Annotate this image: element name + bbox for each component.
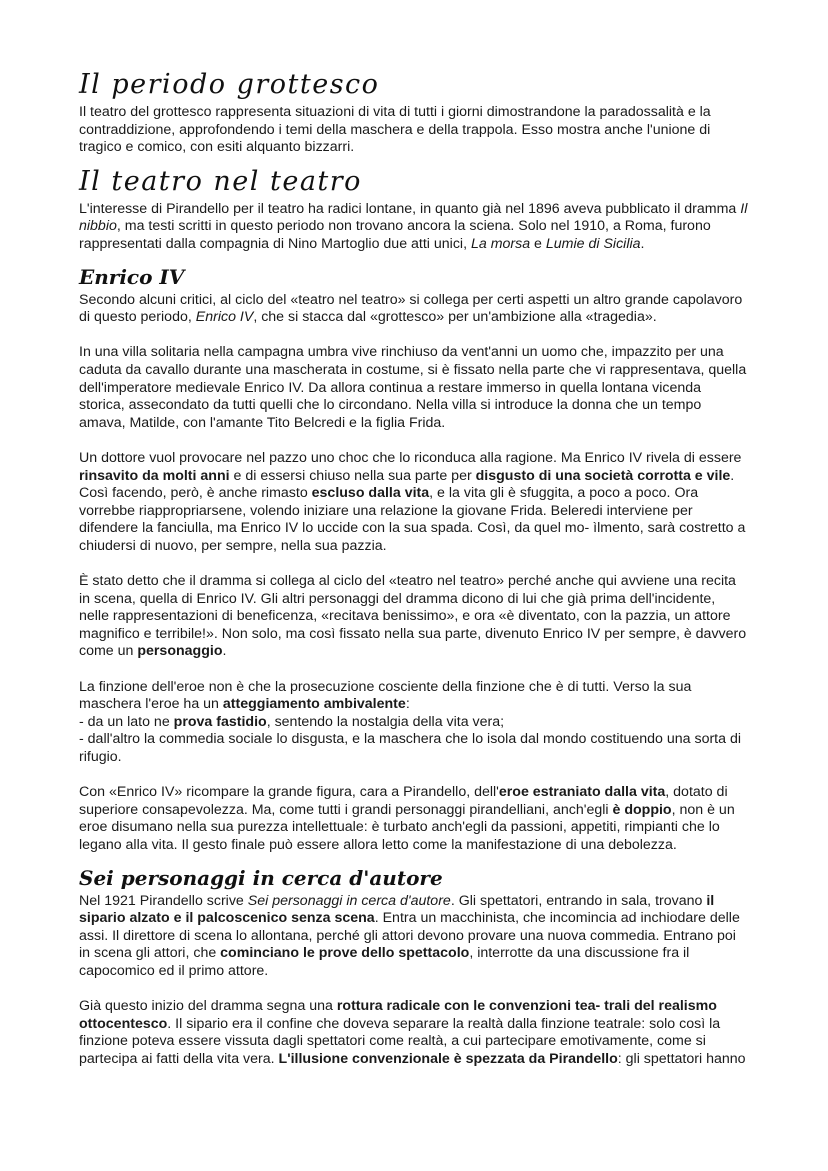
heading-periodo-grottesco: Il periodo grottesco xyxy=(79,69,380,100)
paragraph-sei-2: Già questo inizio del dramma segna una rottura radicale con le convenzioni tea- trali del realismo ottocentesco. Il sipario era il confine che doveva separare la realtà dalla finzione teatrale: solo così la finzione poteva essere vissuta dagli spettatori come realtà, a cui partecipare emotivamente, come si partecipa ai fatti della vita vera. L'illusione convenzionale è spezzata da Pirandello: gli spettatori hanno xyxy=(79,998,746,1067)
text-column xyxy=(79,66,749,1069)
paragraph-grottesco: Il teatro del grottesco rappresenta situazioni di vita di tutti i giorni dimostrandone la paradossalità e la contraddizione, approfondendo i temi della maschera e della trappola. Esso mostra anche l'unione di tragico e comico, con esiti alquanto bizzarri. xyxy=(79,104,711,156)
heading-teatro-nel-teatro: Il teatro nel teatro xyxy=(79,165,362,197)
paragraph-enrico-3: Un dottore vuol provocare nel pazzo uno choc che lo riconduca alla ragione. Ma Enrico IV rivela di essere rinsavito da molti anni e di essersi chiuso nella sua parte per disgusto di una società corrotta e vile. Così facendo, però, è anche rimasto escluso dalla vita, e la vita gli è sfuggita, a poco a poco. Ora vorrebbe riappropriarsene, volendo iniziare una relazione la giovane Frida. Beleredi interviene per difendere la fanciulla, ma Enrico IV lo uccide con la sua spada. Così, da quel mo- ìlmento, sarà costretto a chiudersi di nuovo, per sempre, nella sua pazzia. xyxy=(79,449,746,554)
paragraph-enrico-6: Con «Enrico IV» ricompare la grande figura, cara a Pirandello, dell'eroe estraniato dalla vita, dotato di superiore consapevolezza. Ma, come tutti i grandi personaggi pirandelliani, anch'egli è doppio, non è un eroe disumano nella sua purezza intellettuale: è turbato anch'egli da passioni, appetiti, rimpianti che lo legano alla vita. Il gesto finale può essere allora letto come la manifestazione di una debolezza. xyxy=(79,784,735,853)
heading-sei-personaggi: Sei personaggi in cerca d'autore xyxy=(79,865,443,890)
list-item-fastidio: - da un lato ne prova fastidio, sentendo la nostalgia della vita vera; xyxy=(79,713,505,730)
list-item-rifugio: - dall'altro la commedia sociale lo disgusta, e la maschera che lo isola dal mondo costituendo una sorta di rifugio. xyxy=(79,731,741,765)
paragraph-enrico-4: È stato detto che il dramma si collega al ciclo del «teatro nel teatro» perché anche qui avviene una recita in scena, quella di Enrico IV. Gli altri personaggi del dramma dicono di lui che già prima dell'incidente, nelle rappresentazioni di beneficenza, «recitava benissimo», e ora «è diventato, con la pazzia, un attore magnifico e terribile!». Non solo, ma così fissato nella sua parte, divenuto Enrico IV per sempre, è davvero come un personaggio. xyxy=(79,573,747,660)
paragraph-enrico-1: Secondo alcuni critici, al ciclo del «teatro nel teatro» si collega per certi aspetti un altro grande capolavoro di questo periodo, Enrico IV, che si stacca dal «grottesco» per un'ambizione alla «tragedia». xyxy=(79,291,743,326)
paragraph-sei-1: Nel 1921 Pirandello scrive Sei personaggi in cerca d'autore. Gli spettatori, entrando in sala, trovano il sipario alzato e il palcoscenico senza scena. Entra un macchinista, che incomincia ad inchiodare delle assi. Il direttore di scena lo allontana, perché gli attori devono provare una nuova commedia. Entrano poi in scena gli attori, che cominciano le prove dello spettacolo, interrotte da una discussione fra il capocomico ed il primo attore. xyxy=(79,892,740,979)
paragraph-enrico-2: In una villa solitaria nella campagna umbra vive rinchiuso da vent'anni un uomo che, impazzito per una caduta da cavallo durante una mascherata in costume, si è fissato nella parte che vi rappresentava, quella dell'imperatore medievale Enrico IV. Da allora continua a restare immerso in quella lontana vicenda storica, assecondato da tutti quelli che lo circondano. Nella villa si introduce la donna che un tempo amava, Matilde, con l'amante Tito Belcredi e la figlia Frida. xyxy=(79,344,747,431)
heading-enrico-iv: Enrico IV xyxy=(79,264,185,289)
paragraph-teatro: L'interesse di Pirandello per il teatro ha radici lontane, in quanto già nel 1896 aveva pubblicato il dramma Il nibbio, ma testi scritti in questo periodo non trovano ancora la sciena. Solo nel 1910, a Roma, furono rappresentati dalla compagnia di Nino Martoglio due atti unici, La morsa e Lumie di Sicilia. xyxy=(79,200,748,252)
paragraph-enrico-5: La finzione dell'eroe non è che la prosecuzione cosciente della finzione che è di tutti. Verso la sua maschera l'eroe ha un atteggiamento ambivalente: xyxy=(79,678,692,713)
